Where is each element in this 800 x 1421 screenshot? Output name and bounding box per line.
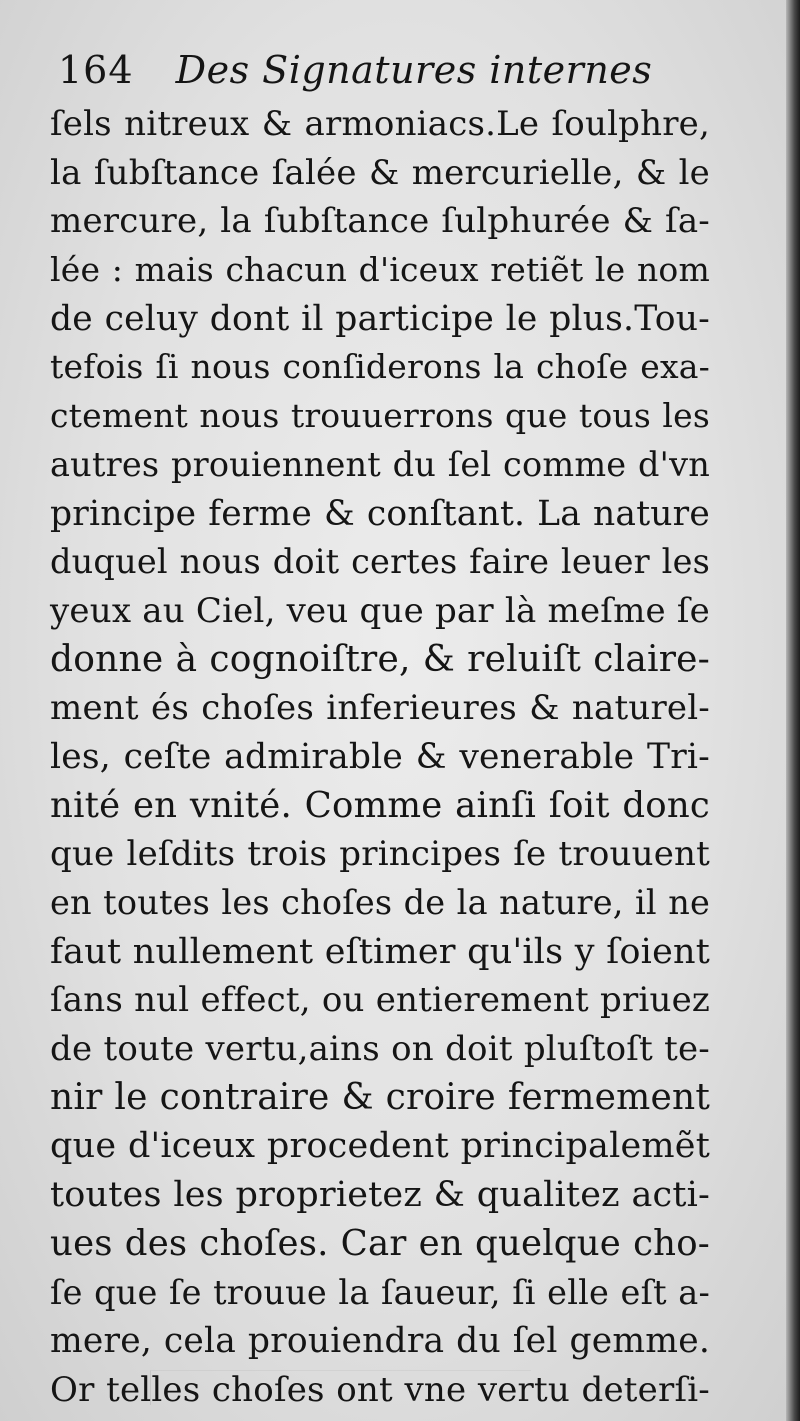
- text-line: lée : mais chacun d'iceux retiẽt le nom: [50, 250, 710, 290]
- text-line: que d'iceux procedent principalemẽt: [50, 1126, 710, 1167]
- text-line: ſe que ſe trouue la ſaueur, ſi elle eſt a-: [50, 1272, 710, 1312]
- text-line: ſels nitreux & armoniacs.Le ſoulphre,: [50, 104, 710, 144]
- body-text: [50, 100, 710, 1415]
- text-line: que leſdits trois principes ſe trouuent: [50, 834, 710, 875]
- text-line: faut nullement eſtimer qu'ils y ſoient: [50, 931, 710, 972]
- text-line: principe ferme & conſtant. La nature: [50, 493, 710, 534]
- text-line: ment és choſes inferieures & naturel-: [50, 688, 710, 729]
- text-line: ſans nul effect, ou entierement priuez: [50, 980, 710, 1021]
- text-line: Or telles choſes ont vne vertu deterſi-: [50, 1369, 710, 1410]
- text-line: les, ceſte admirable & venerable Tri-: [50, 736, 710, 777]
- text-line: donne à cognoiſtre, & reluiſt claire-: [50, 638, 710, 680]
- text-line: nir le contraire & croire fermement: [50, 1076, 710, 1118]
- text-line: yeux au Ciel, veu que par là meſme ſe: [50, 590, 710, 631]
- text-line: nité en vnité. Comme ainſi ſoit donc: [50, 784, 710, 826]
- text-line: de celuy dont il participe le plus.Tou-: [50, 298, 710, 339]
- text-line: toutes les proprietez & qualitez acti-: [50, 1175, 710, 1216]
- page-header: [58, 40, 652, 100]
- text-line: de toute vertu,ains on doit pluſtoſt te-: [50, 1029, 710, 1070]
- text-line: la ſubſtance ſalée & mercurielle, & le: [50, 152, 710, 193]
- text-line: mere, cela prouiendra du ſel gemme.: [50, 1321, 710, 1362]
- text-line: tefois ſi nous conſiderons la choſe exa-: [50, 347, 710, 387]
- text-line: autres prouiennent du ſel comme d'vn: [50, 444, 710, 484]
- text-line: mercure, la ſubſtance ſulphurée & ſa-: [50, 201, 710, 242]
- page-gutter-shadow: [786, 0, 800, 1421]
- running-title: Des Signatures internes: [175, 48, 653, 92]
- text-line: ues des choſes. Car en quelque cho-: [50, 1222, 710, 1264]
- text-line: ctement nous trouuerrons que tous les: [50, 396, 710, 436]
- page-number: 164: [58, 48, 134, 92]
- text-line: duquel nous doit certes faire leuer les: [50, 542, 710, 582]
- text-line: en toutes les choſes de la nature, il ne: [50, 883, 710, 922]
